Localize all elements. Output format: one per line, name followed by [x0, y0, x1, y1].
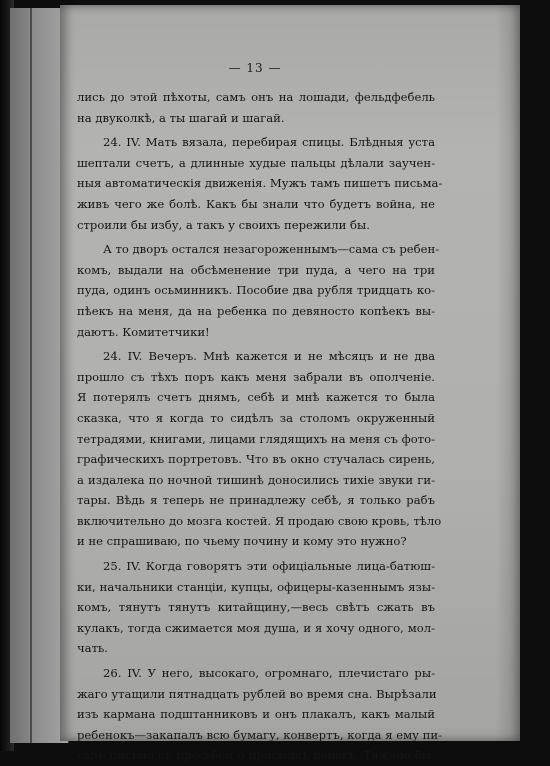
text-line: жаго утащили пятнадцать рублей во время сна. Вырѣзали: [77, 686, 437, 701]
text-line: лись до этой пѣхоты, самъ онъ на лошади, фельдфебель: [77, 90, 435, 104]
text-line: шептали счетъ, а длинные худые пальцы дѣлали заучен-: [77, 155, 435, 170]
page-number: — 13 —: [228, 61, 282, 75]
text-line: даютъ. Комитетчики!: [77, 324, 210, 339]
text-line: 26. IV. У него, высокаго, огромнаго, плечистаго ры-: [103, 666, 435, 681]
text-line: 24. IV. Вечеръ. Мнѣ кажется и не мѣсяцъ и не два: [103, 349, 435, 364]
text-line: комъ, выдали на обсѣменение три пуда, а чего на три: [77, 262, 435, 277]
text-line: живъ чего же болѣ. Какъ бы знали что будетъ война, не: [77, 196, 435, 211]
text-line: Я потерялъ счетъ днямъ, себѣ и мнѣ кажется то была: [77, 390, 435, 405]
text-line: и не спрашиваю, по чьему почину и кому это нужно?: [77, 534, 407, 549]
text-line: чать.: [77, 641, 108, 656]
text-line: ки, начальники станціи, купцы, офицеры-казеннымъ язы-: [77, 579, 435, 594]
page-sheet: [60, 5, 520, 763]
text-line: салъ письмо съ просьбой о присылкѣ денегъ. Тяжело бы-: [77, 748, 435, 763]
text-line: 25. IV. Когда говорятъ эти офиціальные лица-батюш-: [103, 559, 435, 574]
text-line: кулакъ, тогда сжимается моя душа, и я хочу одного, мол-: [77, 620, 435, 635]
page-shadow: [496, 5, 520, 741]
text-line: комъ, тянутъ тянутъ китайщину,—весь свѣтъ сжать въ: [77, 600, 435, 615]
text-line: тетрадями, книгами, лицами глядящихъ на меня съ фото-: [77, 431, 435, 446]
text-line: пѣекъ на меня, да на ребенка по девяносто копѣекъ вы-: [77, 303, 435, 318]
text-line: 24. IV. Мать вязала, перебирая спицы. Блѣдныя уста: [103, 135, 435, 150]
text-line: прошло съ тѣхъ поръ какъ меня забрали въ ополченіе.: [77, 369, 435, 384]
text-line: строили бы избу, а такъ у своихъ пережили бы.: [77, 217, 370, 232]
text-line: сказка, что я когда то сидѣлъ за столомъ окруженный: [77, 410, 435, 425]
body-text: [77, 87, 443, 766]
text-line: графическихъ портретовъ. Что въ окно стучалась сирень,: [77, 452, 435, 467]
text-line: пуда, одинъ осьминникъ. Пособие два рубля тридцать ко-: [77, 283, 435, 298]
text-line: А то дворъ остался незагороженнымъ—сама съ ребен-: [103, 242, 440, 257]
cover-crease: [30, 8, 32, 743]
text-line: а издалека по ночной тишинѣ доносились тихіе звуки ги-: [77, 472, 435, 487]
text-line: тары. Вѣдь я теперь не принадлежу себѣ, я только рабъ: [77, 493, 435, 508]
text-line: изъ кармана подштанниковъ и онъ плакалъ, какъ малый: [77, 707, 435, 722]
text-line: на двуколкѣ, а ты шагай и шагай.: [77, 110, 285, 125]
text-line: ребенокъ—закапалъ всю бумагу, конвертъ, когда я ему пи-: [77, 727, 443, 742]
text-line: включительно до мозга костей. Я продаю свою кровь, тѣло: [77, 513, 442, 528]
text-line: ныя автоматическія движенія. Мужъ тамъ пишетъ письма-: [77, 176, 443, 191]
